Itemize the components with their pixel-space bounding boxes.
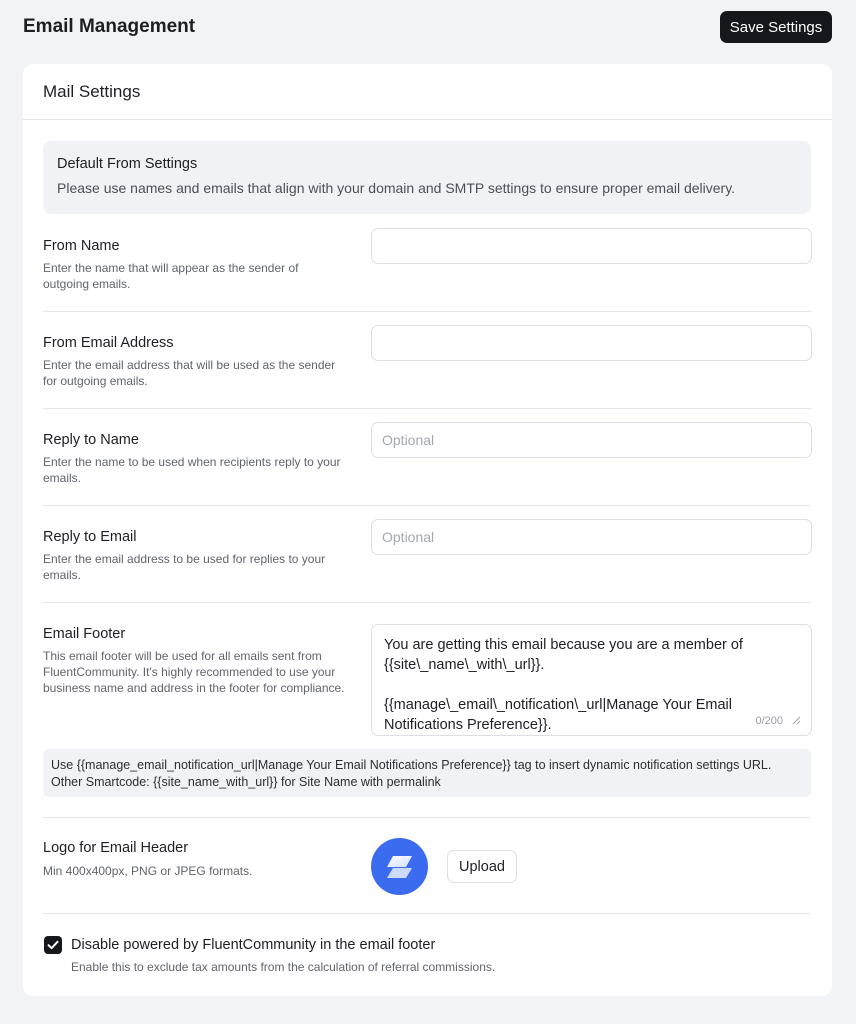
divider [43, 505, 811, 506]
resize-handle-icon[interactable] [792, 716, 801, 725]
divider [43, 311, 811, 312]
divider [43, 602, 811, 603]
top-bar [0, 0, 856, 56]
email-footer-help: This email footer will be used for all emails sent from FluentCommunity. It's highly recommended to use your business name and address in the footer for compliance. [43, 649, 345, 695]
save-settings-button[interactable]: Save Settings [720, 11, 832, 43]
reply-name-input[interactable] [371, 422, 812, 458]
logo-label: Logo for Email Header [43, 840, 189, 856]
reply-email-input[interactable] [371, 519, 812, 555]
reply-name-label: Reply to Name [43, 432, 139, 448]
from-name-label: From Name [43, 238, 120, 254]
email-footer-label: Email Footer [43, 626, 126, 642]
page-title: Email Management [23, 16, 196, 37]
disable-powered-label[interactable]: Disable powered by FluentCommunity in the email footer [71, 937, 436, 953]
card-header [23, 64, 832, 120]
mail-settings-card [23, 64, 832, 996]
from-email-input[interactable] [371, 325, 812, 361]
card-title: Mail Settings [43, 82, 141, 101]
smartcode-line-1: Use {{manage_email_notification_url|Manage Your Email Notifications Preference}} tag to insert dynamic notification settings URL. [51, 758, 772, 772]
email-footer-textarea-wrap [371, 624, 812, 736]
upload-logo-button[interactable]: Upload [447, 850, 517, 883]
divider [43, 408, 811, 409]
reply-email-help: Enter the email address to be used for replies to your emails. [43, 552, 326, 582]
smartcode-info [43, 749, 811, 797]
divider [43, 817, 811, 818]
info-description: Please use names and emails that align with your domain and SMTP settings to ensure proper email delivery. [57, 180, 736, 196]
disable-powered-checkbox[interactable] [44, 936, 62, 954]
character-counter: 0/200 [755, 715, 783, 727]
logo-preview [371, 838, 428, 895]
divider [43, 913, 811, 914]
smartcode-line-2: Other Smartcode: {{site_name_with_url}} for Site Name with permalink [51, 775, 441, 789]
default-from-info-box [43, 141, 811, 214]
from-email-help: Enter the email address that will be used as the sender for outgoing emails. [43, 358, 336, 388]
reply-name-help: Enter the name to be used when recipients reply to your emails. [43, 455, 341, 485]
from-email-label: From Email Address [43, 335, 174, 351]
email-footer-textarea[interactable] [372, 625, 811, 735]
from-name-input[interactable] [371, 228, 812, 264]
info-title: Default From Settings [57, 156, 198, 172]
checkmark-icon [44, 936, 62, 954]
logo-help: Min 400x400px, PNG or JPEG formats. [43, 864, 253, 878]
disable-powered-help: Enable this to exclude tax amounts from the calculation of referral commissions. [71, 960, 496, 974]
reply-email-label: Reply to Email [43, 529, 137, 545]
from-name-help: Enter the name that will appear as the sender of outgoing emails. [43, 261, 299, 291]
fluent-logo-icon [371, 838, 428, 895]
